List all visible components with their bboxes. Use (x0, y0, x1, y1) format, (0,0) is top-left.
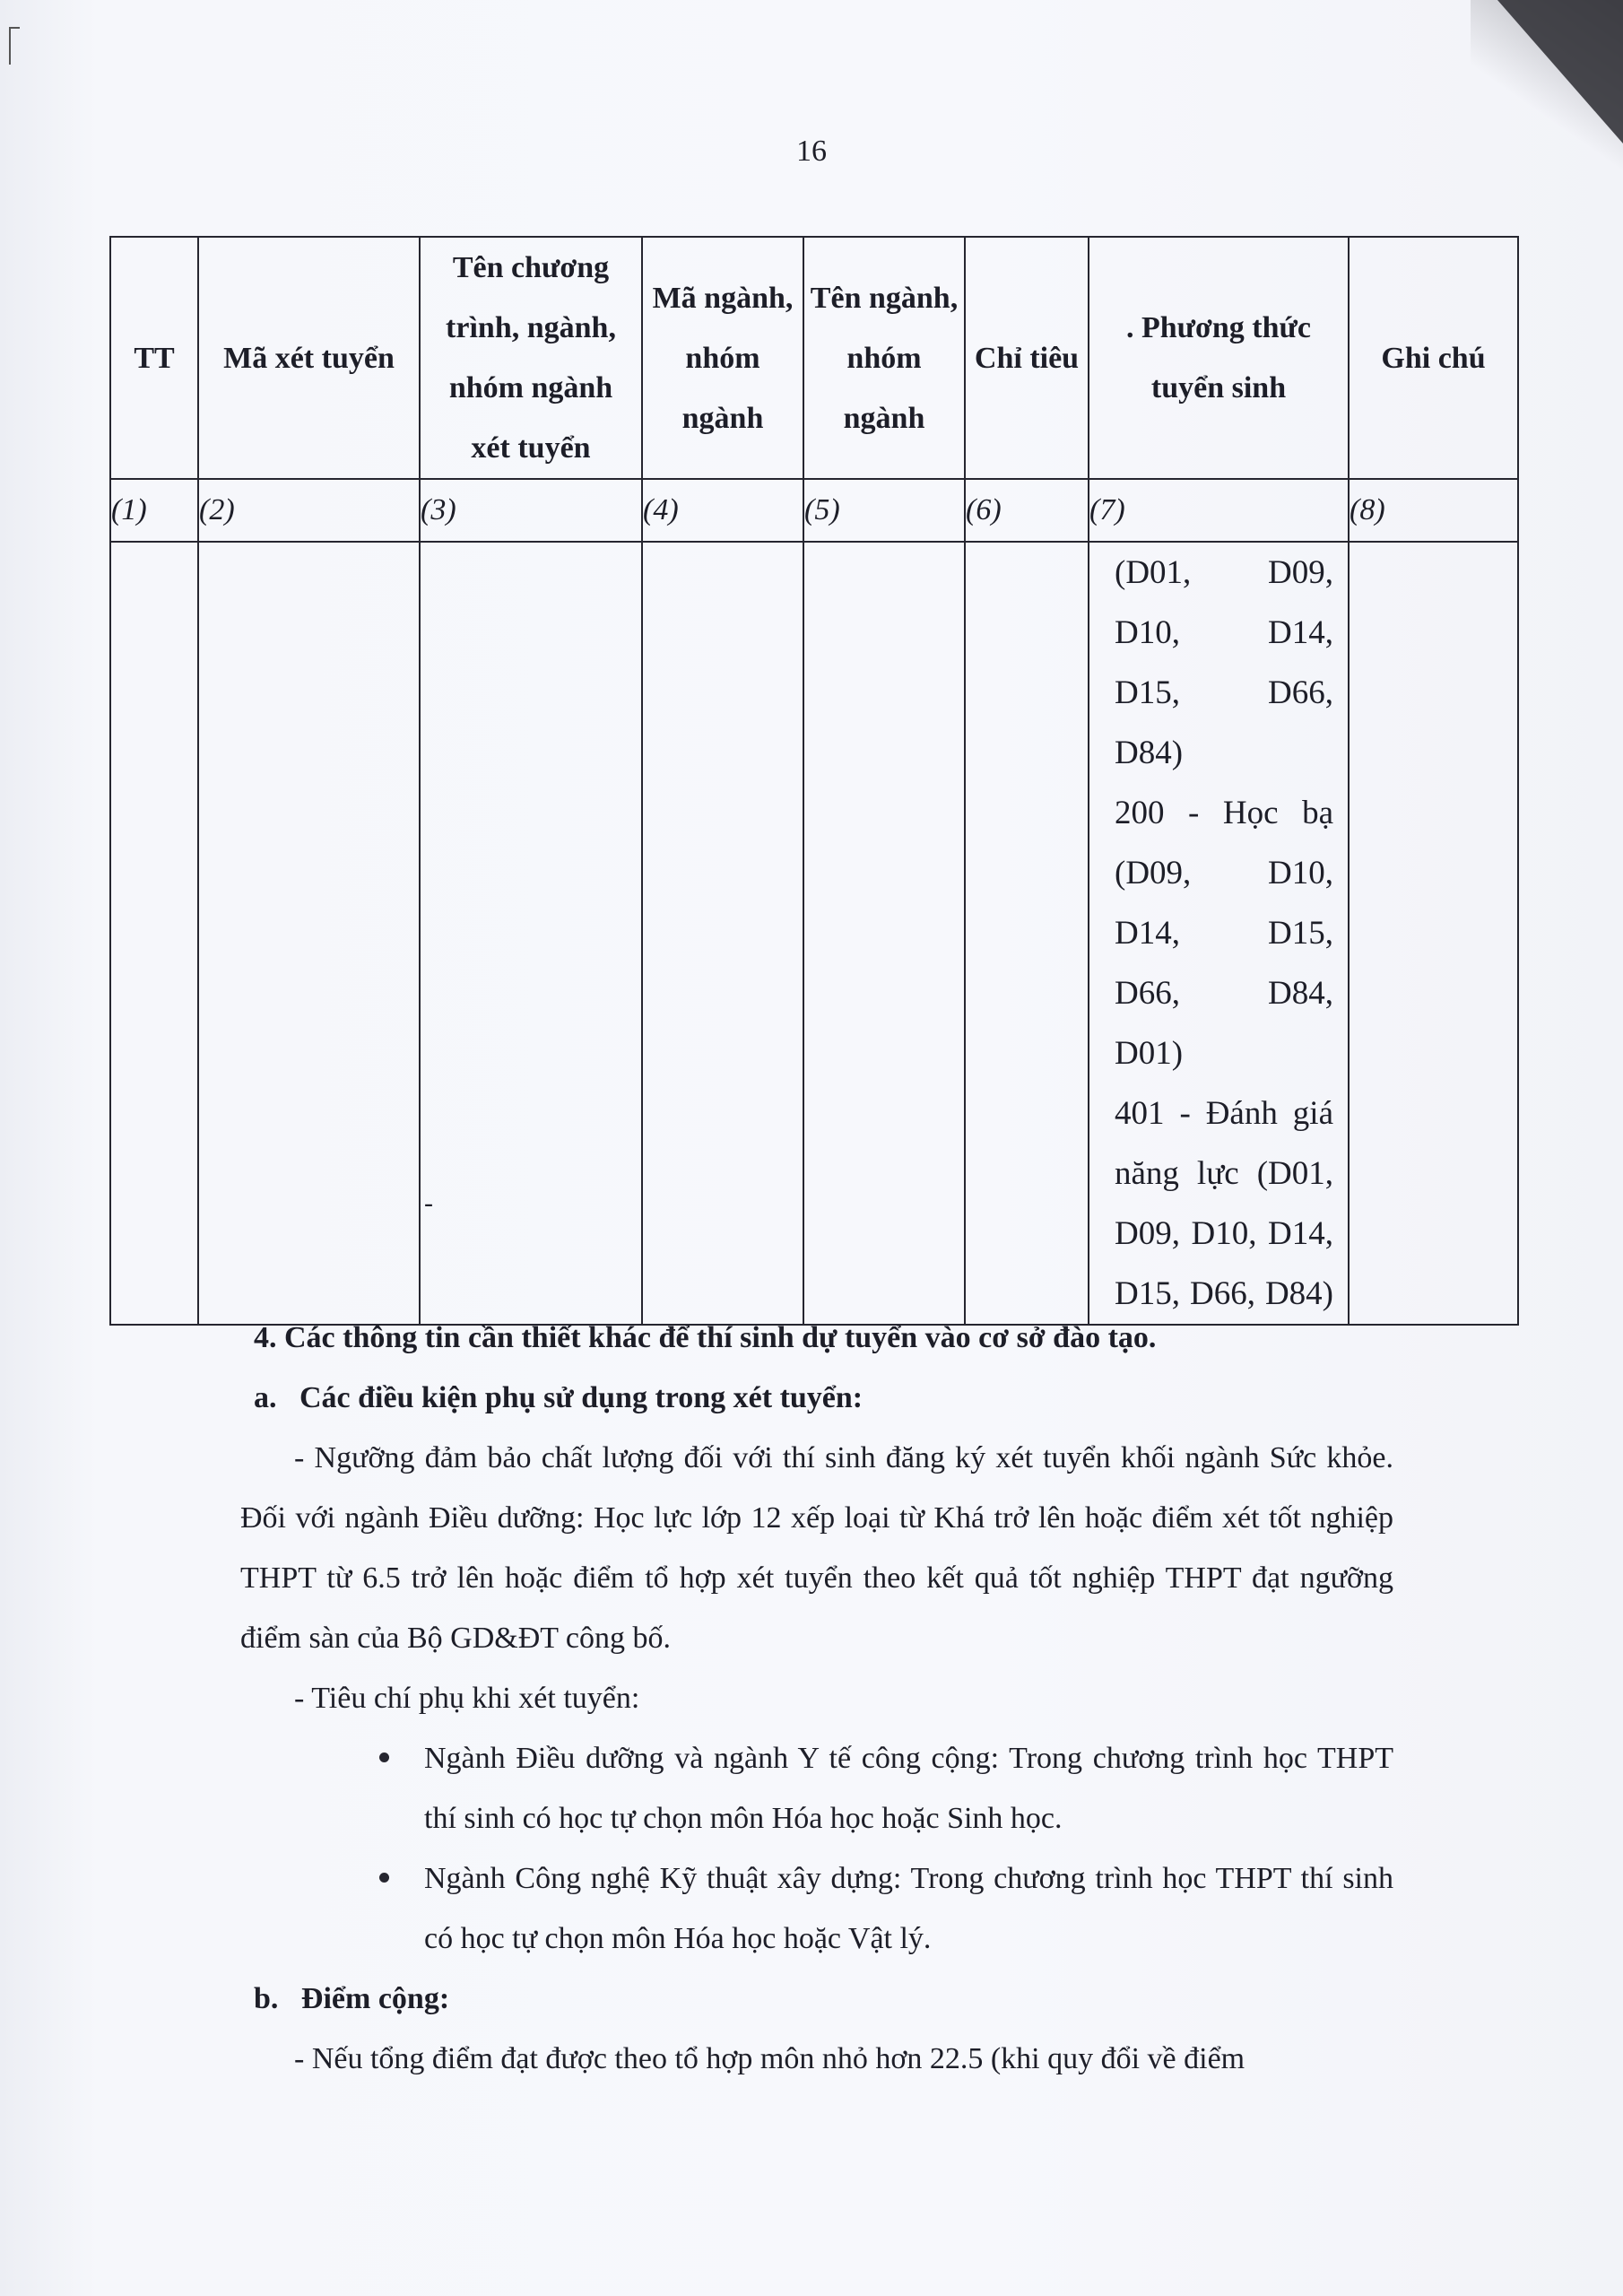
stray-dash-mark: - (424, 1188, 433, 1218)
header-ma-nganh: Mã ngành, nhóm ngành (642, 237, 803, 479)
section-4-heading: 4. Các thông tin cần thiết khác để thí sinh dự tuyển vào cơ sở đào tạo. (254, 1321, 1157, 1354)
section-b-heading: b. Điểm cộng: (254, 1982, 450, 2015)
criteria-item-text: Ngành Điều dưỡng và ngành Y tế công cộng: Trong chương trình học THPT thí sinh có học tự chọn môn Hóa học hoặc Sinh học. (424, 1742, 1393, 1835)
bullet-icon (379, 1752, 389, 1762)
method-line: D15, D66, (1115, 674, 1333, 711)
list-item (240, 1728, 1393, 1848)
column-number: (5) (803, 479, 965, 542)
method-line: D15, D66, D84) (1115, 1275, 1333, 1312)
header-tt: TT (110, 237, 198, 479)
admission-table (109, 236, 1519, 1326)
criteria-item-text: Ngành Công nghệ Kỹ thuật xây dựng: Trong chương trình học THPT thí sinh có học tự chọn môn Hóa học hoặc Vật lý. (424, 1862, 1393, 1955)
cell-chi-tieu (965, 542, 1089, 1325)
header-ten-chuong-trinh: Tên chương trình, ngành, nhóm ngành xét tuyển (420, 237, 642, 479)
column-number: (8) (1349, 479, 1518, 542)
header-ghi-chu: Ghi chú (1349, 237, 1518, 479)
column-number: (6) (965, 479, 1089, 542)
page-number: 16 (796, 135, 827, 168)
method-line: (D09, D10, (1115, 855, 1333, 891)
table-row (110, 542, 1518, 1325)
column-number: (1) (110, 479, 198, 542)
criteria-list (240, 1728, 1393, 1969)
header-phuong-thuc: . Phương thức tuyển sinh (1089, 237, 1349, 479)
method-line: (D01, D09, (1115, 554, 1333, 591)
criteria-paragraph: - Tiêu chí phụ khi xét tuyển: (294, 1682, 640, 1715)
cell-ghi-chu (1349, 542, 1518, 1325)
bonus-paragraph: - Nếu tổng điểm đạt được theo tổ hợp môn nhỏ hơn 22.5 (khi quy đổi về điểm (294, 2042, 1245, 2075)
cell-ten-nganh (803, 542, 965, 1325)
method-line: năng lực (D01, (1115, 1155, 1333, 1192)
cell-ten-chuong-trinh (420, 542, 642, 1325)
table-header-row (110, 237, 1518, 479)
cell-ma-nganh (642, 542, 803, 1325)
method-line: D66, D84, (1115, 975, 1333, 1012)
method-line: 401 - Đánh giá (1115, 1095, 1333, 1132)
header-ma-xet-tuyen: Mã xét tuyển (198, 237, 420, 479)
cell-tt (110, 542, 198, 1325)
method-line: D09, D10, D14, (1115, 1215, 1333, 1252)
column-number: (3) (420, 479, 642, 542)
cell-phuong-thuc (1089, 542, 1349, 1325)
phuong-thuc-text (1089, 543, 1348, 1324)
column-number: (2) (198, 479, 420, 542)
method-line: 200 - Học bạ (1115, 795, 1333, 831)
header-chi-tieu: Chỉ tiêu (965, 237, 1089, 479)
scan-margin-mark (9, 27, 20, 65)
method-line: D14, D15, (1115, 915, 1333, 952)
scan-corner-fold (1497, 0, 1623, 144)
header-ten-nganh: Tên ngành, nhóm ngành (803, 237, 965, 479)
section-a-heading: a. Các điều kiện phụ sử dụng trong xét tuyển: (254, 1381, 864, 1414)
method-line: D84) (1115, 735, 1184, 771)
column-number: (4) (642, 479, 803, 542)
threshold-paragraph: - Ngưỡng đảm bảo chất lượng đối với thí sinh đăng ký xét tuyển khối ngành Sức khỏe. Đối với ngành Điều dưỡng: Học lực lớp 12 xếp loại từ Khá trở lên hoặc điểm xét tốt nghiệp THPT từ 6.5 trở lên hoặc điểm tổ hợp xét tuyển theo kết quả tốt nghiệp THPT đạt ngưỡng điểm sàn của Bộ GD&ĐT công bố. (240, 1441, 1393, 1655)
bullet-icon (379, 1873, 389, 1883)
list-item (240, 1848, 1393, 1969)
column-number: (7) (1089, 479, 1349, 542)
cell-ma-xet-tuyen (198, 542, 420, 1325)
table-column-number-row (110, 479, 1518, 542)
method-line: D10, D14, (1115, 614, 1333, 651)
method-line: D01) (1115, 1035, 1184, 1072)
